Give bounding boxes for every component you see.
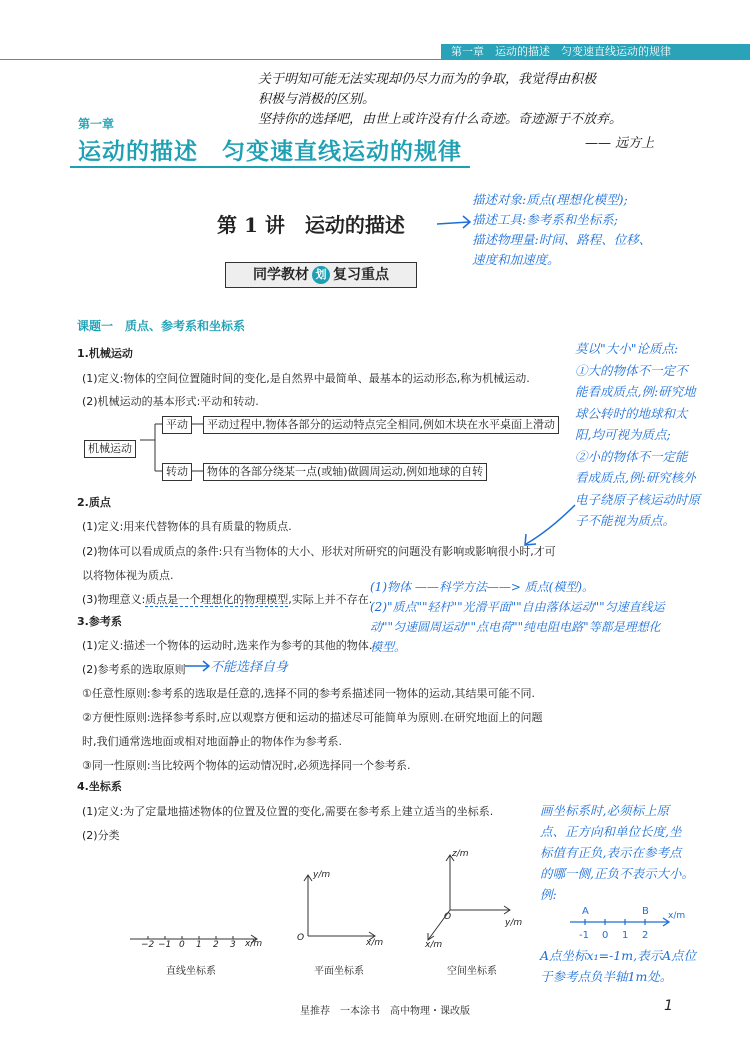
s4-p2: (2)分类: [82, 829, 120, 842]
note-point-a: A点坐标x₁=-1m,表示A点位 于参考点负半轴1m处。: [540, 948, 697, 984]
chapter-rule: [70, 166, 470, 168]
plane-axis-ym: y/m: [313, 870, 331, 880]
tree-branch-rotation: 转动: [162, 463, 192, 481]
chapter-title: 运动的描述 匀变速直线运动的规律: [78, 139, 462, 165]
quote-author: —— 远方上: [585, 136, 655, 151]
tick-0: 0: [179, 940, 185, 950]
caption-plane: 平面坐标系: [314, 966, 364, 977]
quote-line-3: 坚持你的选择吧，由世上或许没有什么奇迹。奇迹源于不放弃。: [258, 112, 623, 127]
tree-root: 机械运动: [84, 440, 136, 458]
space-axis-xm: x/m: [425, 940, 443, 950]
ex-tick-m1: -1: [579, 930, 589, 941]
tree-branch-translation: 平动: [162, 416, 192, 434]
note-coordinate-rules: 画坐标系时,必须标上原 点、正方向和单位长度,坐 标值有正负,表示在参考点 的哪一侧,正负不表示大小。 例:: [540, 803, 694, 902]
note-lesson-summary: 描述对象:质点(理想化模型); 描述工具:参考系和坐标系; 描述物理量:时间、路程、位移、 速度和加速度。: [472, 192, 652, 267]
ex-tick-0: 0: [602, 930, 609, 941]
space-axis-zm: z/m: [452, 849, 469, 859]
quote-line-2: 积极与消极的区别。: [258, 92, 376, 107]
page-number: 1: [664, 998, 673, 1014]
s3-p5: ③同一性原则:当比较两个物体的运动情况时,必须选择同一个参考系.: [82, 759, 411, 772]
footer-text: 星推荐 一本涂书 高中物理・课改版: [300, 1006, 470, 1017]
note-example-axis: [560, 900, 690, 945]
tick-3: 3: [230, 940, 236, 950]
tick-2: 2: [213, 940, 219, 950]
lesson-title: 第 1 讲 运动的描述: [217, 213, 405, 237]
note-arrow-lesson: [435, 210, 475, 235]
tree-branch-rotation-desc: 物体的各部分绕某一点(或轴)做圆周运动,例如地球的自转: [203, 463, 487, 481]
chapter-label: 第一章: [78, 117, 115, 131]
plane-origin: O: [297, 933, 305, 943]
note-ideal-models: (1)物体 ——科学方法——> 质点(模型)。 (2)"质点""轻杆""光滑平面""自由落体运动""匀速直线运 动""匀速圆周运动""点电荷""纯电阻电路"等都是理想化 模型。: [370, 580, 665, 654]
space-origin: O: [444, 912, 452, 922]
tree-branch-translation-desc: 平动过程中,物体各部分的运动特点完全相同,例如木块在水平桌面上滑动: [203, 416, 559, 434]
section-2-title: 2.质点: [77, 496, 111, 509]
note-particle-size: 莫以"大小"论质点: ①大的物体不一定不 能看成质点,例:研究地 球公转时的地球和太 阳,均可视为质点; ②小的物体不一定能 看成质点,例:研究核外 电子绕原子核运动时原 子不能视为质点。: [575, 341, 701, 528]
s3-p2: (2)参考系的选取原则: [82, 663, 186, 676]
badge-review: 同学教材 划 复习重点: [225, 262, 417, 288]
header-rule: [0, 59, 750, 60]
header-band: 第一章 运动的描述 匀变速直线运动的规律: [441, 44, 750, 60]
s3-p1: (1)定义:描述一个物体的运动时,选来作为参考的其他的物体.: [82, 639, 373, 652]
s3-p4b: 时,我们通常选地面或相对地面静止的物体作为参考系.: [82, 735, 342, 748]
ex-label-a: A: [582, 906, 589, 917]
section-1-title: 1.机械运动: [77, 347, 133, 360]
s2-p1: (1)定义:用来代替物体的具有质量的物质点.: [82, 520, 292, 533]
plane-axis-xm: x/m: [366, 938, 384, 948]
s1-p1: (1)定义:物体的空间位置随时间的变化,是自然界中最简单、最基本的运动形态,称为机械运动.: [82, 372, 530, 385]
line-axis-xm: x/m: [245, 939, 263, 949]
ex-label-xm: x/m: [668, 911, 686, 921]
ex-tick-2: 2: [642, 930, 649, 941]
topic-1-title: 课题一 质点、参考系和坐标系: [77, 319, 246, 333]
note-arrow-self: [183, 658, 213, 674]
tick-1: 1: [196, 940, 202, 950]
tick-m2: −2: [141, 940, 155, 950]
space-axis-ym: y/m: [505, 918, 523, 928]
caption-space: 空间坐标系: [447, 966, 497, 977]
s1-p2: (2)机械运动的基本形式:平动和转动.: [82, 395, 259, 408]
s2-p2a: (2)物体可以看成质点的条件:只有当物体的大小、形状对所研究的问题没有影响或影响很小时,才可: [82, 545, 556, 558]
ex-label-b: B: [642, 906, 649, 917]
tick-m1: −1: [158, 940, 172, 950]
section-3-title: 3.参考系: [77, 615, 122, 628]
s3-p4a: ②方便性原则:选择参考系时,应以观察方便和运动的描述尽可能简单为原则.在研究地面上的问题: [82, 711, 543, 724]
s4-p1: (1)定义:为了定量地描述物体的位置及位置的变化,需要在参考系上建立适当的坐标系.: [82, 805, 494, 818]
quote-line-1: 关于明知可能无法实现却仍尽力而为的争取，我觉得由积极: [258, 72, 597, 87]
caption-line: 直线坐标系: [166, 966, 216, 977]
section-4-title: 4.坐标系: [77, 780, 122, 793]
ex-tick-1: 1: [622, 930, 629, 941]
note-not-self: 不能选择自身: [210, 660, 289, 675]
s3-p3: ①任意性原则:参考系的选取是任意的,选择不同的参考系描述同一物体的运动,其结果可能不同.: [82, 687, 536, 700]
s2-p2b: 以将物体视为质点.: [82, 569, 174, 582]
s2-p3: (3)物理意义:质点是一个理想化的物理模型,实际上并不存在.: [82, 593, 373, 606]
